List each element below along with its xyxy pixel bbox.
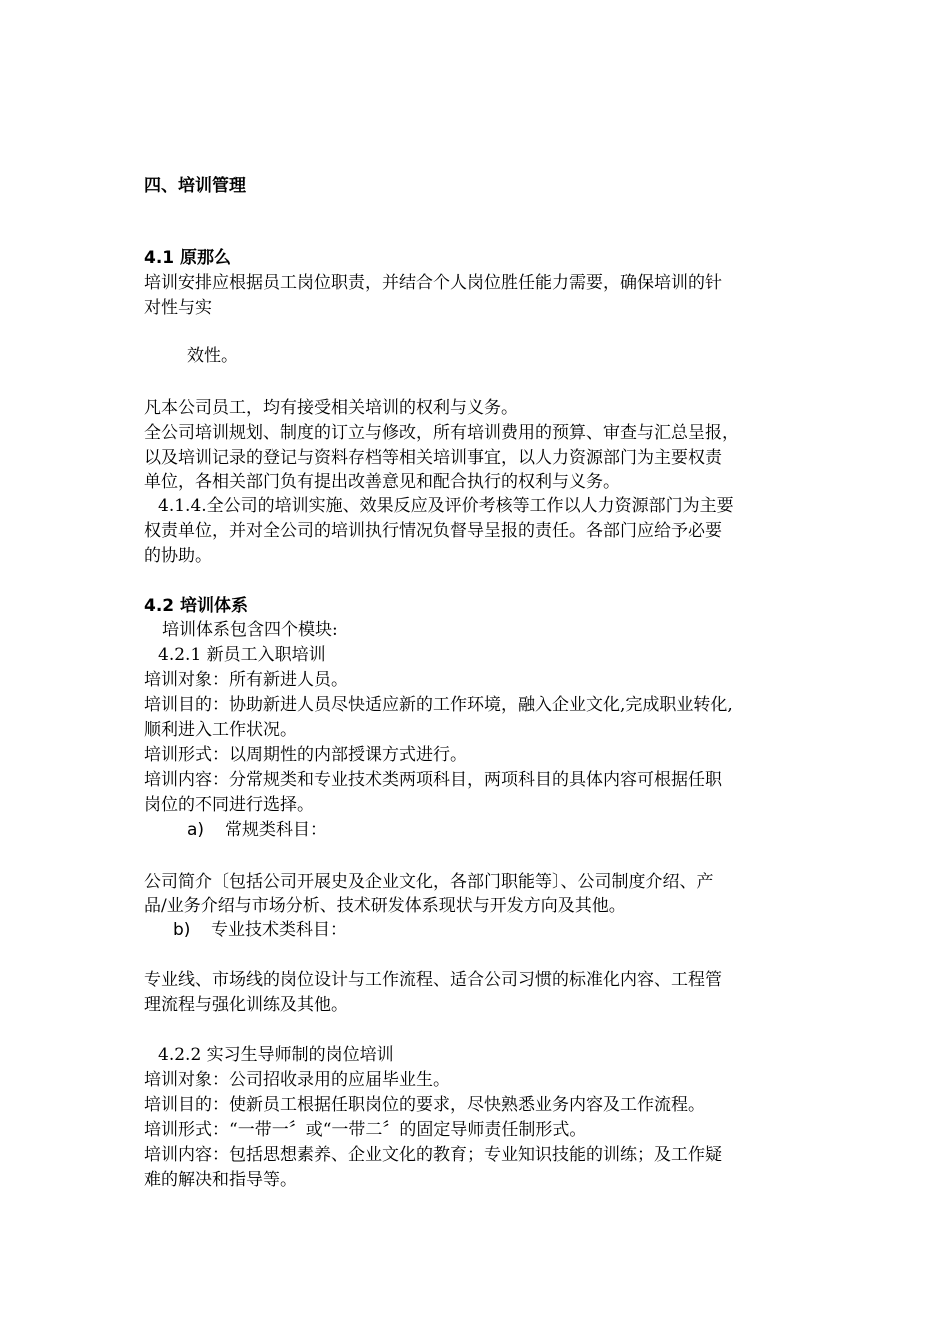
- paragraph-line: 岗位的不同进行选择。: [144, 795, 314, 815]
- paragraph-line: 4.1.4.全公司的培训实施、效果反应及评价考核等工作以人力资源部门为主要: [158, 496, 734, 516]
- paragraph-line: 以及培训记录的登记与资料存档等相关培训事宜，以人力资源部门为主要权责: [144, 448, 722, 468]
- paragraph-line: 顺利进入工作状况。: [144, 720, 297, 740]
- paragraph-line: 培训形式：“一带一〞或“一带二〞的固定导师责任制形式。: [144, 1120, 587, 1140]
- paragraph-line: 培训内容：包括思想素养、企业文化的教育；专业知识技能的训练；及工作疑: [144, 1145, 722, 1165]
- paragraph-line: 效性。: [187, 346, 238, 366]
- intro-line: 培训体系包含四个模块:: [162, 620, 338, 640]
- list-item-b-label: 专业技术类科目：: [211, 920, 347, 940]
- section-title: 四、培训管理: [144, 176, 246, 196]
- paragraph-line: 培训安排应根据员工岗位职责，并结合个人岗位胜任能力需要，确保培训的针: [144, 273, 722, 293]
- paragraph-line: 对性与实: [144, 298, 212, 318]
- paragraph-line: 培训目的：使新员工根据任职岗位的要求，尽快熟悉业务内容及工作流程。: [144, 1095, 705, 1115]
- paragraph-line: 培训对象：所有新进人员。: [144, 670, 348, 690]
- paragraph-line: 培训形式：以周期性的内部授课方式进行。: [144, 745, 467, 765]
- paragraph-line: 的协助。: [144, 546, 212, 566]
- paragraph-line: 难的解决和指导等。: [144, 1170, 297, 1190]
- paragraph-line: 凡本公司员工，均有接受相关培训的权利与义务。: [144, 398, 518, 418]
- paragraph-line: 专业线、市场线的岗位设计与工作流程、适合公司习惯的标准化内容、工程管: [144, 970, 722, 990]
- paragraph-line: 培训对象：公司招收录用的应届毕业生。: [144, 1070, 450, 1090]
- paragraph-line: 理流程与强化训练及其他。: [144, 995, 348, 1015]
- list-marker-b: b): [173, 920, 191, 940]
- heading-4-2: 4.2 培训体系: [144, 596, 249, 616]
- list-item-a-label: 常规类科目：: [225, 820, 327, 840]
- paragraph-line: 品/业务介绍与市场分析、技术研发体系现状与开发方向及其他。: [144, 896, 626, 916]
- heading-4-1: 4.1 原那么: [144, 248, 232, 268]
- paragraph-line: 权责单位，并对全公司的培训执行情况负督导呈报的责任。各部门应给予必要: [144, 521, 722, 541]
- heading-4-2-2: 4.2.2 实习生导师制的岗位培训: [158, 1045, 394, 1065]
- paragraph-line: 公司简介〔包括公司开展史及企业文化，各部门职能等〕、公司制度介绍、产: [144, 872, 714, 892]
- paragraph-line: 培训内容：分常规类和专业技术类两项科目，两项科目的具体内容可根据任职: [144, 770, 722, 790]
- paragraph-line: 全公司培训规划、制度的订立与修改，所有培训费用的预算、审查与汇总呈报，: [144, 423, 739, 443]
- heading-4-2-1: 4.2.1 新员工入职培训: [158, 645, 326, 665]
- paragraph-line: 单位，各相关部门负有提出改善意见和配合执行的权利与义务。: [144, 472, 620, 492]
- paragraph-line: 培训目的：协助新进人员尽快适应新的工作环境，融入企业文化,完成职业转化,: [144, 695, 733, 715]
- list-marker-a: a): [187, 820, 205, 840]
